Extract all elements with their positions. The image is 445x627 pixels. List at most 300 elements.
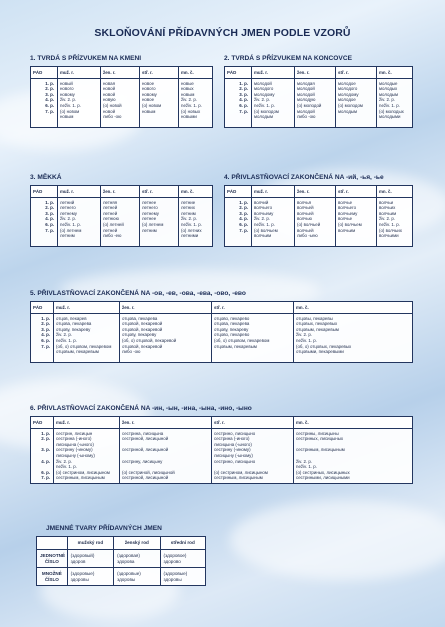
cell-line: волчьими: [379, 233, 399, 239]
cell-line: отцову, пекареву: [214, 326, 249, 332]
cell-line: летним: [60, 233, 75, 239]
short-table-header: [37, 537, 205, 550]
cell-line: здоровы: [163, 576, 182, 582]
cell-line: [103, 120, 137, 126]
cell-line: сестрина (-иного): [56, 436, 92, 442]
short-form-cell: [67, 568, 113, 585]
cell-line: молодого: [338, 86, 358, 92]
form-column: [294, 198, 335, 247]
cell-line: 2. p.: [239, 86, 248, 92]
cell-line: волчьим: [379, 210, 397, 216]
cell-line: neživ. 1. p.: [296, 337, 317, 343]
cell-line: 2. p.: [239, 205, 248, 211]
cell-line: новому: [60, 91, 75, 97]
cell-line: [297, 120, 333, 126]
cell-line: летним: [142, 227, 157, 233]
cell-line: 1. p.: [239, 80, 248, 86]
cell-line: ČÍSLO: [44, 576, 59, 582]
cell-line: (об, о) отцовом, пекаревом: [214, 337, 270, 343]
cell-line: živ. 2. p.: [254, 216, 271, 222]
form-column: [251, 198, 294, 247]
cell-line: отцово, пекарево: [214, 332, 250, 338]
column-header: PÁD: [227, 69, 237, 75]
column-header: mn. č.: [178, 67, 212, 78]
cell-line: сестрино, лисицыно: [214, 430, 256, 436]
short-table-row: [37, 550, 205, 567]
table-header: [31, 67, 212, 79]
column-header: ženský rod: [113, 537, 159, 549]
cell-line: 1. p.: [45, 199, 54, 205]
cell-line: летней: [103, 210, 118, 216]
cell-line: новое: [142, 97, 155, 103]
section-title: 4. PŘIVLASTŇOVACÍ ZAKONČENÁ NA -ий, -ья, -ье: [224, 174, 384, 181]
cell-line: сестриной, лисицыной: [122, 436, 169, 442]
cell-line: 3. p.: [239, 210, 248, 216]
table-body: [31, 429, 412, 483]
cell-line: neživ. 1. p.: [379, 221, 400, 227]
cell-line: молодыми: [379, 114, 401, 120]
table-header: [225, 67, 412, 79]
column-header: stř. r.: [211, 302, 293, 313]
cell-line: новой: [103, 91, 116, 97]
table-header: [31, 302, 412, 314]
column-header: stř. r.: [335, 67, 376, 78]
section-privlastnovaci-in: [30, 405, 413, 484]
form-column: [53, 314, 119, 363]
cell-line: 3. p.: [45, 91, 54, 97]
cell-line: отцовой, пекаревой: [122, 326, 163, 332]
form-column: [119, 429, 211, 483]
cell-line: отцова, пекарева: [56, 321, 92, 327]
column-header: žen. r.: [119, 417, 211, 428]
cell-line: 6. p.: [45, 102, 54, 108]
cell-line: волчий: [254, 199, 269, 205]
cell-line: летнее: [142, 216, 157, 222]
cell-line: молодой: [297, 108, 315, 114]
cell-line: летнего: [60, 205, 76, 211]
form-column: [178, 79, 212, 128]
section-tvrda-kmen: [30, 55, 213, 128]
cell-line: новые: [181, 80, 194, 86]
column-header: muž. r.: [53, 302, 119, 313]
cell-line: živ. 2. p.: [379, 216, 396, 222]
cell-line: новым: [181, 91, 195, 97]
cell-line: волчьей: [297, 227, 314, 233]
cell-line: (о) летнем: [60, 227, 82, 233]
cell-line: молодой: [297, 91, 315, 97]
cell-line: 6. p.: [45, 221, 54, 227]
column-header: střední rod: [160, 537, 205, 549]
section-privlastnovaci-ov: [30, 290, 413, 363]
cell-line: молодое: [338, 97, 356, 103]
cell-line: отцовой, пекаревой: [122, 343, 163, 349]
cell-line: летних: [181, 205, 195, 211]
cell-line: либо -ою: [103, 114, 122, 120]
column-header: mn. č.: [293, 302, 412, 313]
cell-line: (о) сестриных, лисицыных: [296, 469, 350, 475]
cell-line: сестриной, лисицыной: [122, 475, 169, 481]
column-header: muž. r.: [57, 67, 100, 78]
cell-line: 4. p.: [41, 332, 50, 338]
cell-line: волчьему: [254, 210, 274, 216]
cell-line: živ. 2. p.: [379, 97, 396, 103]
cell-line: (здоровые): [70, 571, 95, 577]
cell-line: сестрин, лисицын: [56, 430, 93, 436]
cell-line: (о) новом: [60, 108, 80, 114]
form-column: [335, 198, 376, 247]
cell-line: 7. p.: [45, 227, 54, 233]
section-title: 5. PŘIVLASTŇOVACÍ ZAKONČENÁ NA -ов, -ев, -ова, -ева, -ово, -ево: [30, 290, 246, 297]
cell-line: živ. 2. p.: [56, 332, 73, 338]
cell-line: волчьи: [379, 199, 394, 205]
cell-line: (о) сестриной, лисицыной: [122, 469, 175, 475]
cell-line: либо -ею: [103, 233, 122, 239]
row-label: [37, 568, 67, 585]
cell-line: 1. p.: [41, 430, 50, 436]
column-header: žen. r.: [100, 67, 139, 78]
table-body: [225, 198, 412, 247]
declension-table: [30, 416, 413, 484]
column-header: PÁD: [33, 188, 43, 194]
table-body: [31, 79, 212, 128]
cell-line: волчья: [297, 199, 312, 205]
form-column: [119, 314, 211, 363]
cell-line: 1. p.: [239, 199, 248, 205]
cell-line: сестрину (-иному): [56, 447, 93, 453]
table-header: [225, 186, 412, 198]
cell-line: молодым: [379, 91, 399, 97]
cell-line: neživ. 1. p.: [56, 464, 77, 470]
cell-line: лисицына (-ыного): [56, 441, 94, 447]
cell-line: (об, о) отцовой, пекаревой: [122, 337, 177, 343]
form-column: [211, 429, 293, 483]
column-header: muž. r.: [251, 67, 294, 78]
cell-line: отцовыми, пекаревыми: [296, 349, 344, 355]
cell-line: нового: [60, 86, 74, 92]
cell-line: neživ. 1. p.: [181, 221, 202, 227]
short-table-row: [37, 567, 205, 585]
cell-line: отцовым, пекаревым: [296, 326, 339, 332]
cell-line: neživ. 1. p.: [254, 221, 275, 227]
form-column: [293, 429, 412, 483]
cell-line: здоровы: [70, 576, 89, 582]
cell-line: летние: [181, 199, 196, 205]
cell-line: [103, 239, 137, 245]
short-form-cell: [113, 550, 159, 567]
cell-line: neživ. 1. p.: [296, 464, 317, 470]
cell-line: 7. p.: [239, 108, 248, 114]
column-header: PÁD: [33, 69, 43, 75]
cell-line: 6. p.: [239, 102, 248, 108]
form-column: [376, 198, 412, 247]
column-header: žen. r.: [119, 302, 211, 313]
form-column: [294, 79, 335, 128]
cell-line: (о) летнем: [142, 221, 164, 227]
cell-line: нового: [142, 86, 156, 92]
section-privlastnovaci-iy: [224, 174, 413, 247]
cell-line: волчьим: [338, 227, 356, 233]
cell-line: молодые: [379, 80, 398, 86]
form-column: [100, 198, 139, 247]
cell-line: (о) волчьей: [297, 221, 321, 227]
cell-line: (о) волчьем: [338, 221, 362, 227]
cell-line: (здоровые): [163, 571, 188, 577]
cell-line: летнему: [60, 210, 77, 216]
cell-line: отцову, пекареву: [56, 326, 91, 332]
cell-line: новым: [142, 108, 156, 114]
cell-line: 3. p.: [45, 210, 54, 216]
cell-line: летними: [181, 233, 199, 239]
cell-line: (о) новой: [103, 102, 122, 108]
cell-line: молодой: [254, 80, 272, 86]
form-column: [100, 79, 139, 128]
cell-line: сестрино, лисицыно: [214, 458, 256, 464]
cell-line: 2. p.: [45, 205, 54, 211]
cell-line: 6. p.: [239, 221, 248, 227]
cell-line: здоров: [70, 558, 86, 564]
column-header: mn. č.: [178, 186, 212, 197]
column-header: žen. r.: [100, 186, 139, 197]
cell-line: отцово, пекарево: [214, 315, 250, 321]
cell-line: сестрины, лисицыны: [296, 430, 339, 436]
cell-line: волчьему: [338, 210, 358, 216]
cell-line: (о) сестрином, лисицыном: [56, 469, 110, 475]
cell-line: новый: [60, 80, 73, 86]
cell-line: 3. p.: [41, 447, 50, 453]
case-column: [225, 79, 251, 128]
cell-line: živ. 2. p.: [181, 216, 198, 222]
column-header: muž. r.: [251, 186, 294, 197]
cell-line: молодую: [297, 97, 316, 103]
cell-line: živ. 2. p.: [254, 97, 271, 103]
cell-line: [297, 239, 333, 245]
page-title: SKLOŇOVÁNÍ PŘÍDAVNÝCH JMEN PODLE VZORŮ: [94, 27, 351, 39]
cell-line: летняя: [103, 199, 118, 205]
column-header: stř. r.: [139, 67, 178, 78]
cell-line: либо -ьею: [297, 233, 318, 239]
cell-line: 4. p.: [45, 216, 54, 222]
short-form-cell: [160, 568, 205, 585]
form-column: [57, 79, 100, 128]
form-column: [376, 79, 412, 128]
cell-line: 2. p.: [45, 86, 54, 92]
cell-line: молодая: [297, 80, 315, 86]
section-tvrda-koncovka: [224, 55, 413, 128]
declension-table: [30, 185, 213, 247]
cell-line: летней: [103, 227, 118, 233]
form-column: [139, 198, 178, 247]
cell-line: отцова, пекарева: [122, 315, 158, 321]
cell-line: летнему: [142, 210, 159, 216]
cell-line: (об, о) отцовых, пекаревых: [296, 343, 352, 349]
cell-line: новым: [60, 114, 74, 120]
cell-line: 3. p.: [239, 91, 248, 97]
column-header: [37, 537, 67, 549]
cell-line: (о) молодом: [338, 102, 363, 108]
cell-line: ČÍSLO: [44, 558, 59, 564]
cell-line: сестриным, лисицыным: [56, 475, 105, 481]
cell-line: 6. p.: [41, 337, 50, 343]
cell-line: (о) молодом: [254, 108, 279, 114]
cell-line: здорова: [117, 558, 135, 564]
short-forms-table: [36, 536, 206, 586]
cell-line: летней: [103, 205, 118, 211]
cell-line: молодому: [338, 91, 359, 97]
cell-line: (об, о) отцовом, пекаревом: [56, 343, 112, 349]
cell-line: лисицына (-ыного): [214, 441, 252, 447]
cell-line: (о) новых: [181, 108, 201, 114]
case-column: [31, 79, 57, 128]
table-body: [31, 314, 412, 363]
cell-line: (о) волчьих: [379, 227, 402, 233]
section-title: 2. TVRDÁ S PŘÍZVUKEM NA KONCOVCE: [224, 55, 352, 62]
cell-line: 1. p.: [41, 315, 50, 321]
column-header: mužský rod: [67, 537, 113, 549]
case-column: [31, 429, 53, 483]
cell-line: (о) сестрином, лисицыном: [214, 469, 268, 475]
cell-line: сестриной, лисицыной: [122, 447, 169, 453]
cell-line: сестрину, лисицыну: [122, 458, 163, 464]
column-header: PÁD: [33, 304, 43, 310]
cell-line: отцовых, пекаревых: [296, 321, 338, 327]
cell-line: сестрину (-иному): [214, 447, 251, 453]
cell-line: лисицыну (-ыному): [56, 452, 95, 458]
cell-line: živ. 2. p.: [60, 97, 77, 103]
cell-line: отцова, пекарева: [214, 321, 250, 327]
cell-line: neživ. 1. p.: [181, 102, 202, 108]
cell-line: отцов, пекарев: [56, 315, 87, 321]
cell-line: neživ. 1. p.: [60, 221, 81, 227]
cell-line: JEDNOTNÉ: [40, 553, 66, 558]
cell-line: волчьим: [254, 233, 272, 239]
cell-line: 2. p.: [41, 321, 50, 327]
cell-line: živ. 2. p.: [296, 458, 313, 464]
section-mekka: [30, 174, 213, 247]
column-header: stř. r.: [335, 186, 376, 197]
cell-line: 2. p.: [41, 436, 50, 442]
case-column: [31, 314, 53, 363]
section-title: 1. TVRDÁ S PŘÍZVUKEM NA KMENI: [30, 55, 142, 62]
cell-line: волчьей: [297, 205, 314, 211]
form-column: [53, 429, 119, 483]
cell-line: новая: [103, 80, 115, 86]
cell-line: летний: [60, 199, 75, 205]
form-column: [335, 79, 376, 128]
column-header: žen. r.: [294, 186, 335, 197]
cell-line: молодое: [338, 80, 356, 86]
column-header: stř. r.: [211, 417, 293, 428]
cell-line: волчьих: [379, 205, 396, 211]
cell-line: (здоровый): [70, 553, 95, 558]
cell-line: новое: [142, 80, 155, 86]
cell-line: новых: [181, 86, 194, 92]
column-header: PÁD: [227, 188, 237, 194]
declension-table: [224, 185, 413, 247]
section-title: 3. MĚKKÁ: [30, 174, 62, 181]
column-header: mn. č.: [376, 186, 412, 197]
cell-line: 1. p.: [45, 80, 54, 86]
cell-line: летним: [181, 210, 196, 216]
cell-line: 3. p.: [41, 326, 50, 332]
declension-table: [224, 66, 413, 128]
cell-line: (здоровые): [117, 571, 141, 577]
cell-line: neživ. 1. p.: [379, 102, 400, 108]
short-form-cell: [67, 550, 113, 567]
cell-line: молодой: [297, 86, 315, 92]
form-column: [293, 314, 412, 363]
cell-line: сестриным, лисицыным: [296, 447, 345, 453]
cell-line: новыми: [181, 114, 197, 120]
cell-line: (о) летних: [181, 227, 202, 233]
table-header: [31, 186, 212, 198]
cell-line: волчьего: [338, 205, 357, 211]
cell-line: лисицыну (-ыному): [214, 452, 253, 458]
cell-line: сестрина, лисицына: [122, 430, 164, 436]
cell-line: волчью: [297, 216, 312, 222]
cell-line: отцовы, пекаревы: [296, 315, 333, 321]
case-column: [225, 198, 251, 247]
cell-line: сестриными, лисицыными: [296, 475, 350, 481]
cell-line: сестрина (-иного): [214, 436, 250, 442]
cell-line: (здоровая): [117, 553, 140, 558]
cell-line: волчьей: [297, 210, 314, 216]
cell-line: здорово: [163, 558, 181, 564]
form-column: [251, 79, 294, 128]
declension-table: [30, 301, 413, 363]
short-forms-title: JMENNÉ TVARY PŘÍDAVNÝCH JMEN: [46, 525, 162, 532]
cell-line: отцову, пекареву: [122, 332, 157, 338]
cell-line: 4. p.: [239, 216, 248, 222]
form-column: [139, 79, 178, 128]
cell-line: волчьего: [254, 205, 273, 211]
cell-line: отцовым, пекаревым: [56, 349, 99, 355]
cell-line: [122, 355, 209, 361]
cell-line: (здоровое): [163, 553, 187, 558]
short-forms-section: [36, 525, 206, 586]
cell-line: новому: [142, 91, 157, 97]
section-title: 6. PŘIVLASTŇOVACÍ ZAKONČENÁ NA -ин, -ын, -ина, -ына, -ино, -ыно: [30, 405, 252, 412]
cell-line: молодых: [379, 86, 398, 92]
declension-table: [30, 66, 213, 128]
cell-line: молодому: [254, 91, 275, 97]
form-column: [211, 314, 293, 363]
column-header: muž. r.: [57, 186, 100, 197]
cell-line: živ. 2. p.: [296, 332, 313, 338]
cell-line: (о) волчьем: [254, 227, 278, 233]
form-column: [178, 198, 212, 247]
cell-line: 4. p.: [45, 97, 54, 103]
cell-line: živ. 2. p.: [56, 458, 73, 464]
table-header: [31, 417, 412, 429]
cell-line: (о) молодых: [379, 108, 404, 114]
cell-line: (о) молодой: [297, 102, 322, 108]
cell-line: neživ. 1. p.: [254, 102, 275, 108]
cell-line: živ. 2. p.: [181, 97, 198, 103]
cell-line: 7. p.: [41, 475, 50, 481]
cell-line: 7. p.: [239, 227, 248, 233]
cell-line: новой: [103, 86, 116, 92]
table-body: [31, 198, 212, 247]
cell-line: новой: [103, 108, 116, 114]
cell-line: либо -ою: [122, 349, 141, 355]
column-header: mn. č.: [293, 417, 412, 428]
cell-line: 4. p.: [239, 97, 248, 103]
cell-line: (о) летней: [103, 221, 124, 227]
cell-line: либо -ою: [297, 114, 316, 120]
cell-line: здоровы: [117, 576, 136, 582]
cell-line: отцовой, пекаревой: [122, 321, 163, 327]
case-column: [31, 198, 57, 247]
